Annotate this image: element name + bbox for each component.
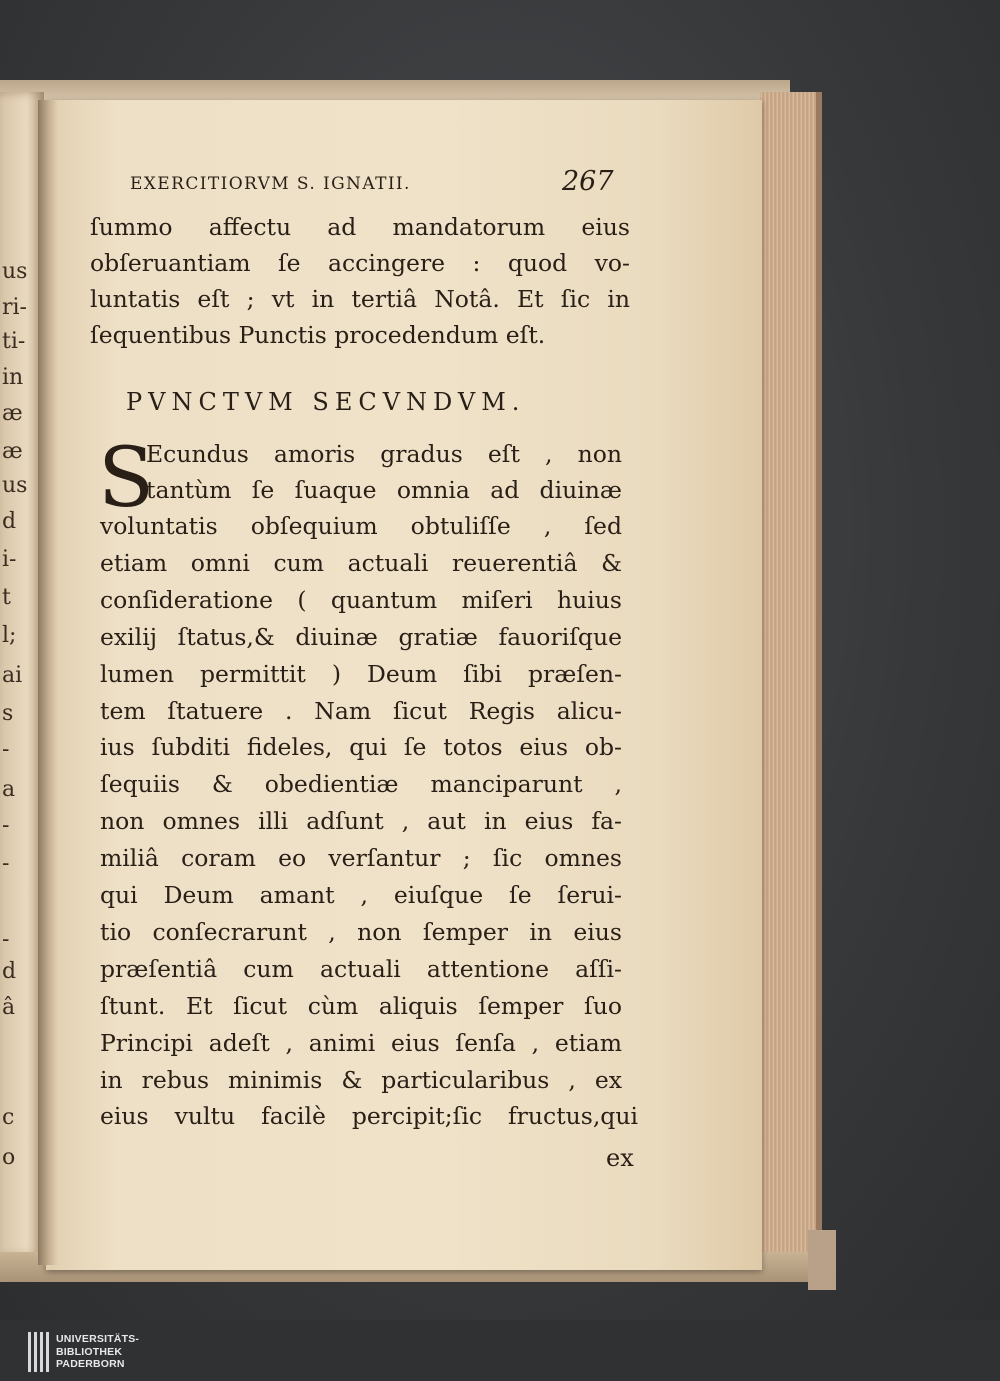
page-number: 267 <box>562 166 614 197</box>
text-line: ſequentibus Punctis procedendum eſt. <box>90 321 546 349</box>
text-line: tio conſecrarunt , non ſemper in eius <box>100 917 622 946</box>
text-line: ius ſubditi fideles, qui ſe totos eius ob- <box>100 733 622 762</box>
text-line: ſtunt. Et ſicut cùm aliquis ſemper ſuo <box>100 991 622 1020</box>
text-line: eius vultu facilè percipit;ſic fructus,qui <box>100 1102 638 1131</box>
left-page-fragment: - <box>2 813 10 838</box>
left-page-fragment: i- <box>2 547 17 572</box>
running-title: EXERCITIORVM S. IGNATII. <box>130 174 411 194</box>
text-line: præſentiâ cum actuali attentione aſſi- <box>100 954 622 983</box>
text-line: conſideratione ( quantum miſeri huius <box>100 585 622 614</box>
footer-bar <box>0 1320 1000 1381</box>
text-line: tantùm ſe ſuaque omnia ad diuinæ <box>146 476 622 504</box>
left-page-fragment: â <box>2 995 16 1020</box>
cover-corner <box>808 1230 836 1290</box>
gutter-shadow <box>38 100 58 1265</box>
library-name-line: BIBLIOTHEK <box>56 1345 123 1358</box>
left-page-fragment: - <box>2 737 10 762</box>
text-line: qui Deum amant , eiuſque ſe ſerui- <box>100 881 622 909</box>
left-page-fragment: d <box>2 509 17 534</box>
left-page-fragment: - <box>2 851 10 876</box>
left-page-fragment: ti- <box>2 329 26 354</box>
left-page-fragment: l; <box>2 623 17 648</box>
page-edges <box>760 92 822 1282</box>
library-name-line: UNIVERSITÄTS- <box>56 1333 140 1345</box>
text-line: ſummo affectu ad mandatorum eius <box>90 213 630 241</box>
text-line: in rebus minimis & particularibus , ex <box>100 1065 622 1094</box>
text-line: ſequiis & obedientiæ manciparunt , <box>100 770 622 799</box>
text-line: obſeruantiam ſe accingere : quod vo- <box>90 249 630 277</box>
left-page-fragment: in <box>2 365 24 390</box>
text-line: etiam omni cum actuali reuerentiâ & <box>100 548 622 577</box>
page-header <box>130 166 630 202</box>
left-page-fragment: d <box>2 959 17 984</box>
text-line: non omnes illi adſunt , aut in eius fa- <box>100 807 622 836</box>
left-page-fragment: ri- <box>2 295 27 320</box>
left-page-fragment: æ <box>2 439 23 464</box>
left-page-fragment: t <box>2 585 11 610</box>
text-line: miliâ coram eo verſantur ; ſic omnes <box>100 844 622 873</box>
library-name-line: PADERBORN <box>56 1358 125 1370</box>
text-line: tem ſtatuere . Nam ſicut Regis alicu- <box>100 696 622 725</box>
text-line: Ecundus amoris gradus eſt , non <box>146 440 622 468</box>
left-page-fragment: o <box>2 1145 16 1170</box>
left-page-fragment: us <box>2 473 28 498</box>
left-page-fragment: ai <box>2 663 23 688</box>
text-line: lumen permittit ) Deum ſibi præſen- <box>100 659 622 688</box>
drop-cap: S <box>98 431 155 526</box>
section-heading: PVNCTVM SECVNDVM. <box>126 388 526 416</box>
text-line: Principi adeſt , animi eius ſenſa , etiam <box>100 1028 622 1057</box>
text-line: exilij ſtatus,& diuinæ gratiæ fauoriſque <box>100 622 622 651</box>
text-line: voluntatis obſequium obtuliſſe , ſed <box>100 512 622 540</box>
library-logo-icon <box>28 1332 52 1372</box>
left-page-fragment: - <box>2 927 10 952</box>
left-page-fragment: us <box>2 259 28 284</box>
catchword: ex <box>606 1144 634 1172</box>
text-line: luntatis eſt ; vt in tertiâ Notâ. Et ſic in <box>90 285 630 313</box>
left-page-fragment: æ <box>2 401 23 426</box>
left-page-fragment: c <box>2 1105 15 1130</box>
library-logo-text <box>56 1333 139 1371</box>
left-page-fragment: s <box>2 701 14 726</box>
left-page-fragment: a <box>2 777 16 802</box>
